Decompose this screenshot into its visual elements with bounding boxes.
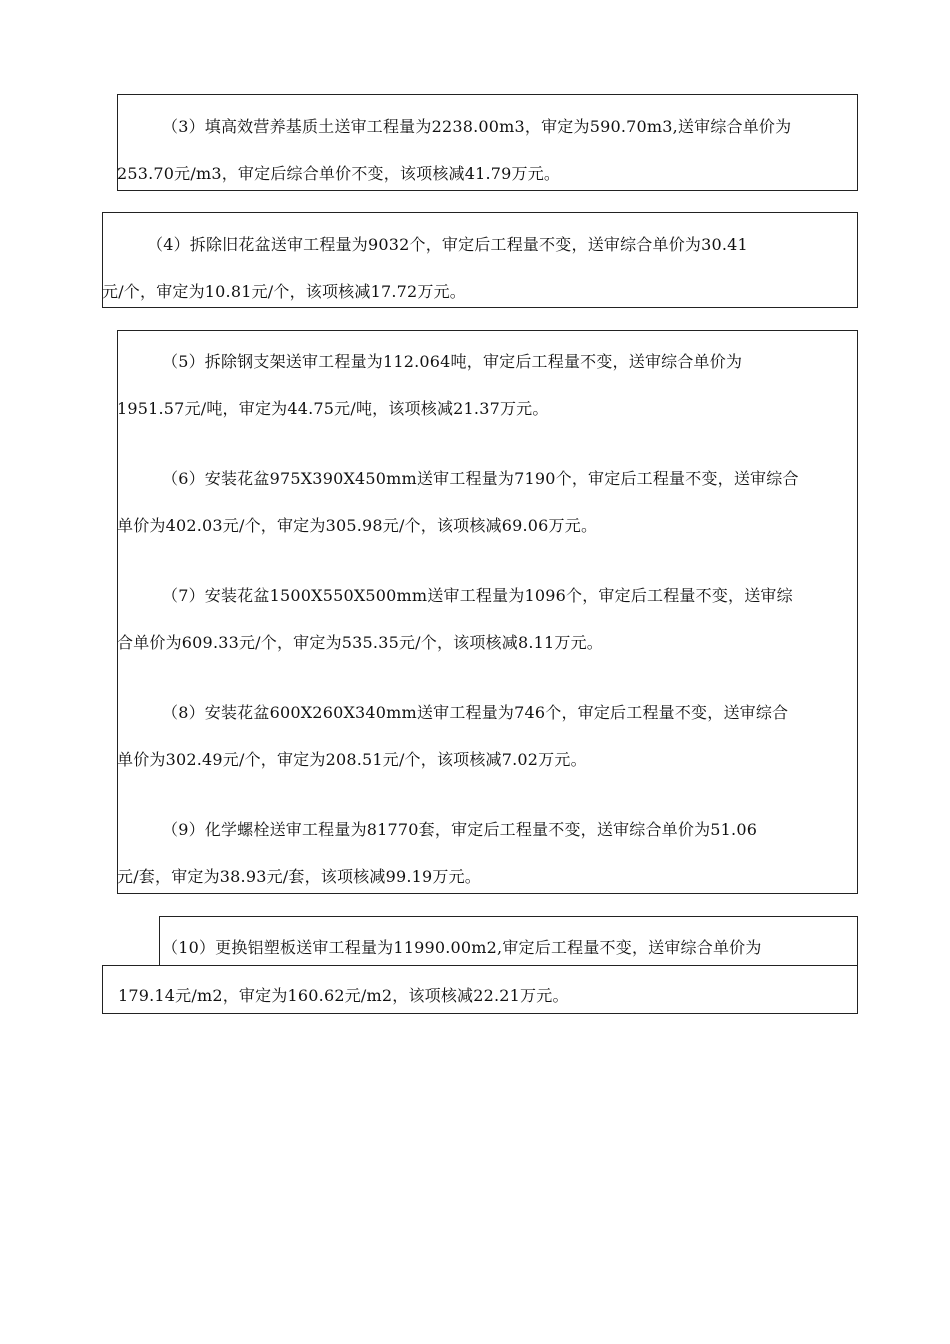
paragraph-line: （4）拆除旧花盆送审工程量为9032个，审定后工程量不变，送审综合单价为30.41 [147,235,748,254]
paragraph-line: 元/套，审定为38.93元/套，该项核减99.19万元。 [117,867,481,886]
paragraph-line: （6）安装花盆975X390X450mm送审工程量为7190个，审定后工程量不变，送审综合 [162,469,799,488]
paragraph-item-8 [117,689,788,783]
paragraph-item-3 [117,103,791,197]
paragraph-line: （7）安装花盆1500X550X500mm送审工程量为1096个，审定后工程量不变，送审综 [162,586,793,605]
paragraph-line: （8）安装花盆600X260X340mm送审工程量为746个，审定后工程量不变，送审综合 [162,703,789,722]
paragraph-line: （5）拆除钢支架送审工程量为112.064吨，审定后工程量不变，送审综合单价为 [162,352,743,371]
paragraph-item-10 [102,924,762,1019]
paragraph-item-9 [117,806,757,900]
paragraph-line: 单价为302.49元/个，审定为208.51元/个，该项核减7.02万元。 [117,750,587,769]
paragraph-line: （10）更换铝塑板送审工程量为11990.00m2,审定后工程量不变，送审综合单价为 [162,938,762,957]
paragraph-item-6 [117,455,799,549]
paragraph-line: （3）填高效营养基质土送审工程量为2238.00m3，审定为590.70m3,送审综合单价为 [162,117,792,136]
paragraph-line: 合单价为609.33元/个，审定为535.35元/个，该项核减8.11万元。 [117,633,603,652]
paragraph-line: 1951.57元/吨，审定为44.75元/吨，该项核减21.37万元。 [117,399,549,418]
paragraph-line: 253.70元/m3，审定后综合单价不变，该项核减41.79万元。 [117,164,561,183]
paragraph-line: 179.14元/m2，审定为160.62元/m2，该项核减22.21万元。 [118,986,569,1005]
paragraph-line: 元/个，审定为10.81元/个，该项核减17.72万元。 [102,282,466,301]
paragraph-line: 单价为402.03元/个，审定为305.98元/个，该项核减69.06万元。 [117,516,598,535]
paragraph-item-4 [102,221,748,315]
paragraph-item-7 [117,572,793,666]
paragraph-item-5 [117,338,742,432]
paragraph-line: （9）化学螺栓送审工程量为81770套，审定后工程量不变，送审综合单价为51.06 [162,820,758,839]
